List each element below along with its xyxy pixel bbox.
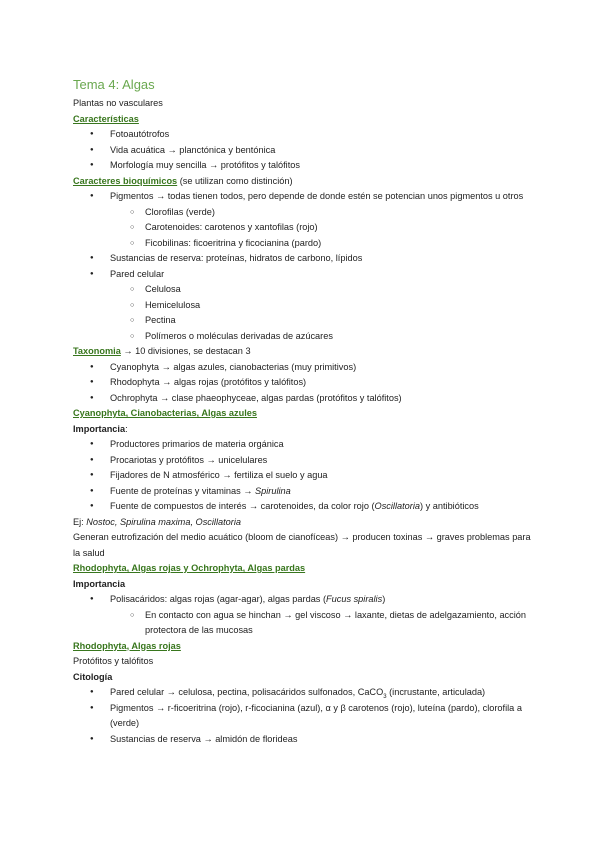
citologia-label: Citología — [73, 671, 113, 682]
ej-label: Ej: — [73, 516, 87, 527]
section-header-taxonomia: Taxonomia — [73, 346, 121, 356]
importancia-colon: : — [125, 423, 128, 434]
list-item — [73, 685, 533, 701]
section-header-rhodophyta: Rhodophyta, Algas rojas — [73, 640, 181, 651]
list-item: ● Procariotas y protófitos → unicelulares — [73, 453, 533, 469]
list-item: ● Productores primarios de materia orgánica — [73, 437, 533, 453]
document-content — [73, 76, 533, 747]
fuente-compuestos-end: ) y antibióticos — [420, 501, 479, 511]
intro-text: Plantas no vasculares — [73, 98, 163, 108]
section-header-bioquimicos: Caracteres bioquímicos — [73, 175, 178, 186]
list-item: ● Vida acuática → planctónica y bentónica — [73, 143, 533, 159]
list-item — [73, 484, 533, 500]
sub-list-item: ○ Celulosa — [73, 282, 533, 298]
list-item: ● Cyanophyta → algas azules, cianobacterias (muy primitivos) — [73, 360, 533, 376]
taxonomia-note: → 10 divisiones, se destacan 3 — [120, 346, 251, 356]
cyanophyta-list — [73, 437, 533, 515]
pared-end: (incrustante, articulada) — [386, 687, 486, 697]
fuente-compuestos-italic: Oscillatoria — [374, 501, 420, 511]
caracteristicas-list — [73, 127, 533, 174]
sub-list-item: ○ Hemicelulosa — [73, 298, 533, 314]
rhodophyta-intro: Protófitos y talófitos — [73, 656, 154, 666]
pared-text: Pared celular → celulosa, pectina, polisacáridos sulfonados, CaCO — [110, 687, 384, 697]
list-item: ● Rhodophyta → algas rojas (protófitos y talófitos) — [73, 375, 533, 391]
fuente-proteinas-text: Fuente de proteínas y vitaminas → — [110, 485, 256, 496]
list-item — [73, 499, 533, 515]
section-header-cyanophyta: Cyanophyta, Cianobacterias, Algas azules — [73, 408, 257, 418]
sub-list-item: ○ Ficobilinas: ficoeritrina y ficocianina (pardo) — [73, 236, 533, 252]
polisacaridos-text: Polisacáridos: algas rojas (agar-agar), algas pardas ( — [110, 594, 327, 604]
section-header-caracteristicas: Características — [73, 113, 139, 124]
sub-list-item: ○ Polímeros o moléculas derivadas de azúcares — [73, 329, 533, 345]
fuente-compuestos-text: Fuente de compuestos de interés → carotenoides, da color rojo ( — [110, 501, 375, 511]
list-item: ● Pared celular — [73, 267, 533, 283]
sub-list-item: ○ Clorofilas (verde) — [73, 205, 533, 221]
importancia-label: Importancia — [73, 423, 126, 434]
pared-subscript: 3 — [383, 693, 387, 700]
bioquimicos-note: (se utilizan como distinción) — [177, 175, 293, 186]
polisacaridos-end: ) — [382, 594, 386, 604]
taxonomia-list — [73, 360, 533, 407]
rhodophyta-list — [73, 685, 533, 747]
list-item — [73, 592, 533, 608]
list-item: ● Ochrophyta → clase phaeophyceae, algas pardas (protófitos y talófitos) — [73, 391, 533, 407]
ejemplos-line — [73, 515, 533, 531]
list-item: ● Pigmentos → todas tienen todos, pero depende de donde estén se potencian unos pigmentos u otros — [73, 189, 533, 205]
list-item: ● Morfología muy sencilla → protófitos y talófitos — [73, 158, 533, 174]
section-header-rhodo-ochro: Rhodophyta, Algas rojas y Ochrophyta, Algas pardas — [73, 563, 306, 573]
list-item: ● Sustancias de reserva: proteínas, hidratos de carbono, lípidos — [73, 251, 533, 267]
list-item: ● Sustancias de reserva → almidón de florideas — [73, 732, 533, 748]
sub-list-item: ○ En contacto con agua se hinchan → gel viscoso → laxante, dietas de adelgazamiento, acción protectora de las mucosas — [73, 608, 533, 639]
list-item: ● Fotoautótrofos — [73, 127, 533, 143]
sub-list-item: ○ Carotenoides: carotenos y xantofilas (rojo) — [73, 220, 533, 236]
list-item: ● Pigmentos → r-ficoeritrina (rojo), r-ficocianina (azul), α y β carotenos (rojo), luteína (pardo), clorofila a (verde) — [73, 701, 533, 732]
bioquimicos-list — [73, 189, 533, 344]
importancia-label: Importancia — [73, 578, 126, 589]
sub-list-item: ○ Pectina — [73, 313, 533, 329]
page-title: Tema 4: Algas — [73, 77, 155, 92]
rhodo-ochro-list — [73, 592, 533, 639]
list-item: ● Fijadores de N atmosférico → fertiliza el suelo y agua — [73, 468, 533, 484]
eutrofizacion-text: Generan eutrofización del medio acuático (bloom de cianofíceas) → producen toxinas → graves problemas para la salud — [73, 532, 531, 558]
polisacaridos-italic: Fucus spiralis — [326, 594, 383, 604]
fuente-proteinas-italic: Spirulina — [255, 485, 291, 496]
ej-italic: Nostoc, Spirulina maxima, Oscillatoria — [86, 516, 241, 527]
